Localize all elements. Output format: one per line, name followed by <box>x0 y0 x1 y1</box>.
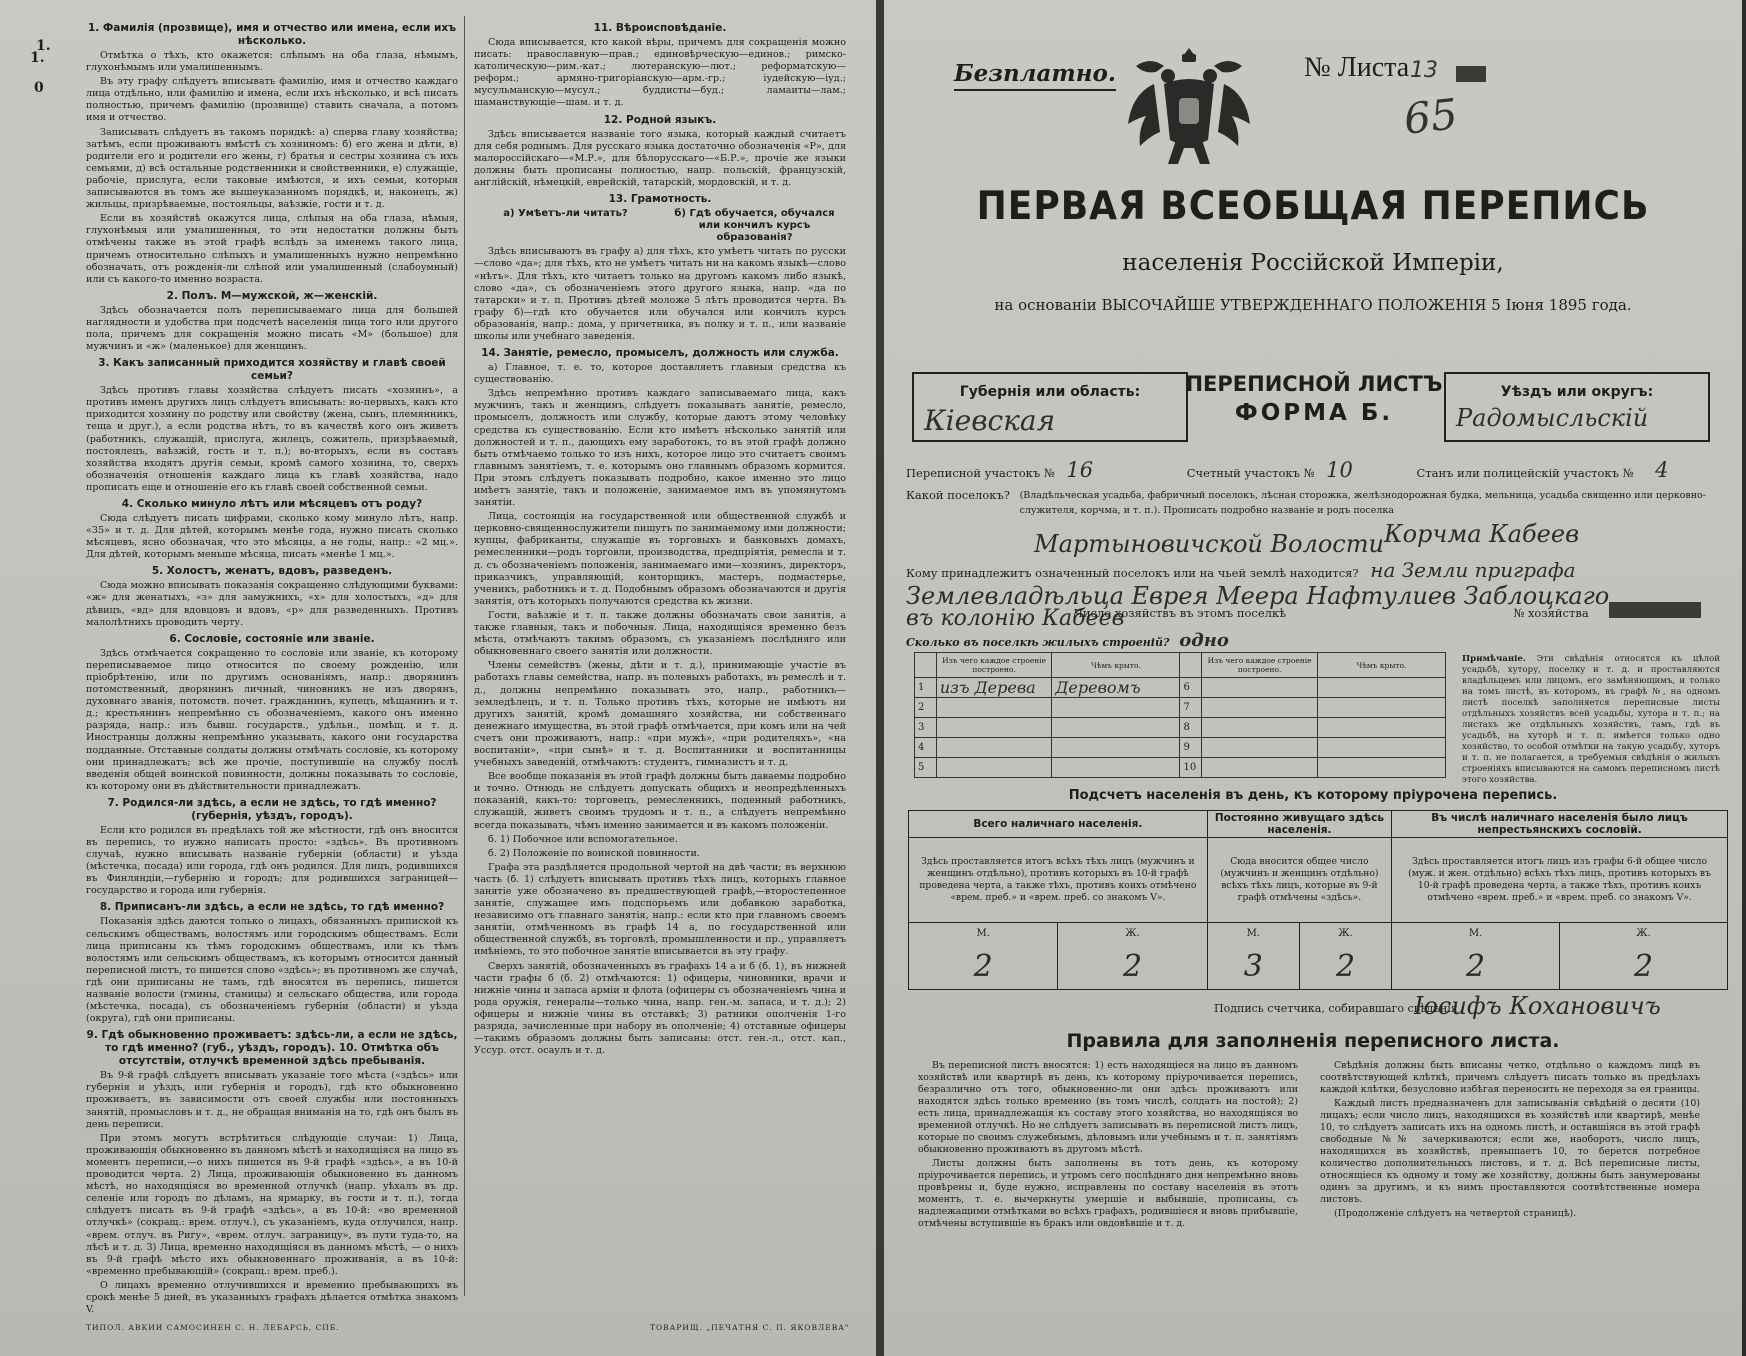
instruction-paragraph: Здѣсь вписывается названіе того языка, который каждый считаетъ для себя роднымъ. Для русскаго языка достаточно обозначенія «Р», для малороссійскаго—«М.Р.», для бѣлорусскаго—«Б.Р.», прочіе же языки должны быть прописаны полностью, напр. польскій, французскій, англійскій, нѣмецкій, еврейскій, татарскій, мордовскій, и т. д. <box>474 128 846 188</box>
building-material-cell[interactable] <box>936 758 1052 778</box>
table-row <box>915 758 1446 778</box>
building-material-cell[interactable] <box>1202 738 1318 758</box>
section-heading: 3. Какъ записанный приходится хозяйству и главѣ своей семьи? <box>98 357 446 383</box>
buildings-table <box>914 652 1446 778</box>
margin-mark: 0 <box>34 80 44 96</box>
instruction-paragraph: Если кто родился въ предѣлахъ той же мѣстности, гдѣ онъ вносится въ перепись, то нужно написать просто: «здѣсь». Въ противномъ случаѣ, нужно вписывать названіе губерніи (области) и уѣзда (мѣстечка, посада) или города, гдѣ онъ родился. Для лицъ, родившихся въ Финляндіи,—губернію и городъ; для родившихся заграницей—государство и города или губернія. <box>86 824 458 897</box>
instruction-paragraph: При этомъ могутъ встрѣтиться слѣдующіе случаи: 1) Лица, проживающія обыкновенно въ данномъ мѣстѣ и находящіяся на лицо въ моментъ переписи,—о нихъ пишется въ 9-й графѣ «здѣсь», а въ 10-й проводится черта. 2) Лица, проживающія обыкновенно въ данномъ мѣстѣ, но находящіяся во временной отлучкѣ (напр. уѣхалъ въ др. селеніе или городъ по дѣламъ, на ярмарку, въ гости и т. п.), тогда слѣдуетъ писать въ 9-й графѣ «здѣсь», а въ 10-й: «во временной отлучкѣ» (сокращ.: врем. отлуч.), съ указаніемъ, куда отлучился, напр. «врем. отлуч. въ Ригу», «врем. отлуч. заграницу», въ пути туда-то, на лѣсѣ и т. д. 3) Лица, временно находящіяся въ данномъ мѣстѣ, — о нихъ въ 9-й графѣ мѣсто ихъ обыкновеннаго проживанія, а въ 10-й: «временно пребывающій» (сокращ.: врем. преб.). <box>86 1132 458 1277</box>
column-description: Здѣсь проставляется итогъ всѣхъ тѣхъ лицъ (мужчинъ и женщинъ отдѣльно), противъ которыхъ въ 10-й графѣ проведена черта, а также тѣхъ, противъ коихъ отмѣчено «врем. преб.» и «врем. преб. со знакомъ V». <box>909 838 1208 923</box>
roof-material-cell[interactable] <box>1052 758 1180 778</box>
male-label: М. <box>1207 923 1299 944</box>
household-number-overpaint <box>1609 602 1701 618</box>
row-number: 6 <box>1180 678 1202 698</box>
roof-material-cell[interactable] <box>1317 738 1445 758</box>
building-material-cell[interactable] <box>1202 718 1318 738</box>
table-header: Всего наличнаго населенія. <box>909 811 1208 838</box>
free-label: Безплатно. <box>954 60 1116 87</box>
roof-material-cell[interactable]: Деревомъ <box>1052 678 1180 698</box>
nonpeasant-female-value[interactable]: 2 <box>1560 943 1728 990</box>
note-block <box>1462 654 1720 786</box>
rules-column-1 <box>918 1060 1298 1232</box>
row-number: 5 <box>915 758 937 778</box>
table-row <box>915 718 1446 738</box>
households-line <box>1074 606 1589 620</box>
roof-material-cell[interactable] <box>1317 678 1445 698</box>
table-header: Изъ чего каждое строеніе построено. <box>1202 653 1318 678</box>
instruction-paragraph: Если въ хозяйствѣ окажутся лица, слѣпыя на оба глаза, нѣмыя, глухонѣмыя или умалишенныя, то эти недостатки должны быть отмѣчены также въ этой графѣ вслѣдъ за именемъ такого лица, причемъ относительно слѣпыхъ и умалишенныхъ нужно непремѣнно обозначать, отъ рожденія-ли слѣпой или умалишенный (слабоумный) или съ какого-то именно возраста. <box>86 213 458 285</box>
female-label: Ж. <box>1058 923 1207 944</box>
section-heading: 4. Сколько минуло лѣтъ или мѣсяцевъ отъ роду? <box>121 498 423 510</box>
margin-strip <box>0 0 70 1356</box>
double-headed-eagle-icon <box>1124 40 1254 180</box>
instructions-column-2 <box>474 18 846 1059</box>
table-row <box>915 738 1446 758</box>
male-label: М. <box>909 923 1058 944</box>
instruction-paragraph: Здѣсь вписываютъ въ графу а) для тѣхъ, кто умѣетъ читать по русски—слово «да»; для тѣхъ, кто не умѣетъ читать ни на какомъ языкѣ—слово «нѣтъ». Для тѣхъ, кто читаетъ только на другомъ какомъ либо языкѣ, слово «да», съ обозначеніемъ этого другого языка, напр. «да по татарски» и т. п. Противъ дѣтей моложе 5 лѣтъ проводится черта. Въ графу б)—гдѣ кто обучается или обучался или кончилъ курсъ образованія, напр.: дома, у причетника, въ полку и т. п., или названіе школы или учебнаго заведенія. <box>474 246 846 342</box>
instruction-paragraph: Здѣсь обозначается полъ переписываемаго лица для большей наглядности и удобства при подсчетѣ населенія лица того или другого пола, причемъ для сокращенія можно писать «М» (большое) для мужчинъ и «ж» (маленькое) для женщинъ. <box>86 304 458 353</box>
note-label: Примѣчаніе. <box>1462 654 1526 664</box>
building-material-cell[interactable] <box>1202 758 1318 778</box>
sheet-number-value: 13 <box>1410 58 1438 83</box>
section-heading: 8. Приписанъ-ли здѣсь, а если не здѣсь, то гдѣ именно? <box>99 901 445 914</box>
building-material-cell[interactable]: изъ Дерева <box>936 678 1052 698</box>
male-label: М. <box>1392 923 1560 944</box>
owner-value[interactable]: на Земли приграфа <box>1370 558 1576 582</box>
instruction-paragraph: О лицахъ временно отлучившихся и временно пребывающихъ въ срокѣ менѣе 5 дней, въ указанныхъ графахъ дѣлается отмѣтка знакомъ V. <box>86 1279 458 1316</box>
row-number: 10 <box>1180 758 1202 778</box>
settlement-line <box>906 488 1740 518</box>
row-number: 4 <box>915 738 937 758</box>
table-header: Чѣмъ крыто. <box>1317 653 1445 678</box>
instruction-paragraph: Сюда слѣдуетъ писать цифрами, сколько кому минуло лѣтъ, напр. «35» и т. д. Для дѣтей, которымъ менѣе года, нужно писать сколько мѣсяцевъ, ясно обозначая, что это мѣсяцы, а не годы, напр.: «2 мц.». Для дѣтей, которымъ меньше мѣсяца, писать «менѣе 1 мц.». <box>86 513 458 561</box>
instruction-paragraph: Гости, ваѣзжіе и т. п. также должны обозначать свои занятія, а также главныя, такъ и побочныя. Лица, находящіяся временно безъ мѣста, отмѣчаютъ такимъ образомъ, съ указаніемъ послѣдняго или обыкновеннаго своего занятія или должности. <box>474 609 846 658</box>
instruction-paragraph: Члены семействъ (жены, дѣти и т. д.), принимающіе участіе въ работахъ главы семейства, напр. въ полевыхъ работахъ, въ ремеслѣ и т. д., должны непремѣнно показывать это, напр., работникъ—земледѣлецъ, и т. п. Только противъ тѣхъ, которые не имѣютъ ни другихъ занятій, кромѣ домашняго хозяйства, ни собственнаго денежнаго имущества, въ этой графѣ отмѣчается, при комъ или на чей счетъ они проживаютъ, напр.: «при мужѣ», «при родителяхъ», «на воспитаніи», «при сынѣ» и т. д. Воспитанники и воспитанницы учебныхъ заведеній, отмѣчаютъ: студентъ, гимназистъ и т. д. <box>474 660 846 769</box>
table-row <box>915 698 1446 718</box>
section-heading: 11. Вѣроисповѣданіе. <box>593 22 727 34</box>
note-text: Эти свѣдѣнія относятся къ цѣлой усадьбѣ, хутору, поселку и т. д. и проставляются владѣльцемъ или лицомъ, его замѣняющимъ, и только на томъ листѣ, въ которомъ, въ графѣ №, на одномъ листѣ поселкѣ заполняется переписные листы отдѣльныхъ хозяйствъ всей усадьбы, хутора и т. п.; на листахъ же отдѣльныхъ хозяйствъ, тамъ, гдѣ въ усадьбѣ, на хуторѣ и т. п. имѣется только одно хозяйство, то особой отмѣтки на такую усадьбу, хуторъ и т. п. не полагается, а требуемыя свѣдѣнія о жилыхъ строеніяхъ вписываются на самомъ переписномъ листѣ этого хозяйства. <box>1462 654 1720 785</box>
signature-label: Подпись счетчика, собиравшаго свѣдѣнія <box>1214 1002 1458 1015</box>
form-title-line-2: ФОРМА Б. <box>1234 400 1394 426</box>
section-heading: 2. Полъ. М—мужской, ж—женскій. <box>166 289 378 302</box>
row-number: 8 <box>1180 718 1202 738</box>
roof-material-cell[interactable] <box>1317 718 1445 738</box>
gubernia-field[interactable] <box>912 372 1188 442</box>
roof-material-cell[interactable] <box>1317 758 1445 778</box>
instruction-paragraph: а) Главное, т. е. то, которое доставляетъ главныя средства къ существованію. <box>474 362 846 386</box>
column-divider <box>464 16 465 1296</box>
police-district-label: Станъ или полицейскій участокъ № <box>1416 466 1634 480</box>
legal-basis: на основаніи ВЫСОЧАЙШЕ УТВЕРЖДЕННАГО ПОЛОЖЕНІЯ 5 Іюня 1895 года. <box>994 296 1632 314</box>
owner-value-continued[interactable]: Землевладѣльца Еврея Меера Нафтулиев Заблоцкаго <box>906 582 1610 610</box>
sheet-number-label: № Листа <box>1304 52 1410 83</box>
row-number: 7 <box>1180 698 1202 718</box>
sub-question: а) Умѣетъ-ли читать? <box>503 208 628 220</box>
total-female-value[interactable]: 2 <box>1058 943 1207 990</box>
roof-material-cell[interactable] <box>1052 718 1180 738</box>
instruction-paragraph: б. 2) Положеніе по воинской повинности. <box>488 847 700 859</box>
section-heading: 9. Гдѣ обыкновенно проживаетъ: здѣсь-ли, а если не здѣсь, то гдѣ именно? (губ., уѣздъ, городъ). 10. Отмѣтка объ отсутствіи, отлучкѣ временной здѣсь пребыванія. <box>86 1029 458 1068</box>
census-district-value[interactable]: 16 <box>1066 458 1094 482</box>
row-number: 3 <box>915 718 937 738</box>
margin-mark: 1. <box>36 38 51 54</box>
rule-paragraph: (Продолженіе слѣдуетъ на четвертой страницѣ). <box>1334 1208 1577 1219</box>
page-title: ПЕРВАЯ ВСЕОБЩАЯ ПЕРЕПИСЬ <box>976 184 1650 229</box>
instruction-paragraph: Сверхъ занятій, обозначенныхъ въ графахъ 14 а и б (б. 1), въ нижней части графы б (б. 2) отмѣчаются: 1) офицеры, чиновники, врачи и нижніе чины и запаса арміи и флота (офицеры съ обозначеніемъ чина и рода оружія, генералы—только чина, напр. ген.-м. запаса, и т. д.); 2) офицеры и нижніе чины въ отставкѣ; 3) ратники ополченія 1-го разряда, зачисленные при набору въ ополченіе; 4) отставные офицеры—такимъ образомъ должны быть записаны: отст. ген.-л., отст. кап., Уссур. отст. осаулъ и т. д. <box>474 960 846 1057</box>
row-number: 2 <box>915 698 937 718</box>
instruction-paragraph: Все вообще показанія въ этой графѣ должны быть даваемы подробно и точно. Отнюдь не слѣдуетъ допускать общихъ и неопредѣленныхъ показаній, какъ-то: торговецъ, ремесленникъ, поденный работникъ, служащій, живетъ своимъ трудомъ и т. п., а слѣдуетъ непремѣнно всегда показывать, чѣмъ именно занимается и въ какомъ положеніи. <box>474 771 846 831</box>
census-form-page <box>884 0 1742 1356</box>
rules-title: Правила для заполненія переписного листа. <box>1066 1030 1560 1052</box>
table-header: Въ числѣ наличнаго населенія было лицъ непрестьянскихъ сословій. <box>1392 811 1728 838</box>
uezd-label: Уѣздъ или округъ: <box>1500 384 1654 400</box>
instruction-paragraph: Сюда можно вписывать показанія сокращенно слѣдующими буквами: «ж» для женатыхъ, «з» для замужнихъ, «х» для холостыхъ, «д» для дѣвицъ, «вд» для вдовцовъ и вдовъ, «р» для разведенныхъ. Противъ малолѣтнихъ проводить черту. <box>86 580 458 628</box>
sub-question: б) Гдѣ обучается, обучался или кончилъ курсъ образованія? <box>674 208 835 244</box>
page-subtitle: населенія Россійской Имперіи, <box>1122 250 1504 276</box>
settlement-label: Какой поселокъ? <box>906 488 1010 502</box>
form-title <box>1184 372 1444 426</box>
rule-paragraph: Въ переписной листъ вносятся: 1) есть находящіеся на лицо въ данномъ хозяйствѣ или квартирѣ въ день, къ которому пріурочивается перепись, безразлично отъ того, обыкновенно-ли они здѣсь проживаютъ или находятся здѣсь только временно (въ томъ числѣ, солдатъ на постой); 2) есть лица, принадлежащія къ составу этого хозяйства, но находящіяся во временной отлучкѣ. Но не слѣдуетъ записывать въ переписной листъ лицъ, которые по своимъ служебнымъ, дѣловымъ или учебнымъ и т. п. занятіямъ обыкновенно проживаютъ въ другомъ мѣстѣ. <box>918 1060 1298 1155</box>
rule-paragraph: Листы должны быть заполнены въ тотъ день, къ которому пріурочивается перепись, и утромъ сего послѣдняго дня непремѣнно вновь провѣрены и, буде нужно, исправлены по составу населенія въ этотъ моментъ, т. е. вычеркнуты умершіе и выбывшіе, прописаны, съ надлежащими отмѣтками во всѣхъ графахъ, родившіеся и вновь прибывшіе, отмѣчены вступившіе въ бракъ или овдовѣвшіе и т. д. <box>918 1158 1298 1229</box>
building-material-cell[interactable] <box>936 698 1052 718</box>
building-material-cell[interactable] <box>936 718 1052 738</box>
household-number-label: № хозяйства <box>1513 606 1589 620</box>
building-material-cell[interactable] <box>936 738 1052 758</box>
owner-label: Кому принадлежитъ означенный поселокъ или на чьей землѣ находится? <box>906 566 1359 580</box>
printer-imprint: ТИПОЛ. АВКИИ САМОСИНЕН С. Н. ЛЕБАРСЬ, СПБ. <box>86 1323 340 1332</box>
district-line <box>906 458 1669 482</box>
row-number: 9 <box>1180 738 1202 758</box>
owner-line <box>906 558 1576 582</box>
instruction-paragraph: Сюда вписывается, кто какой вѣры, причемъ для сокращенія можно писать: православную—прав.; единовѣрческую—единов.; римско-католическую—рим.-кат.; лютеранскую—лют.; реформатскую—реформ.; армяно-григоріанскую—арм.-гр.; іудейскую—іуд.; мусульманскую—мусул.; буддисты—буд.; ламаиты—лам.; шаманствующіе—шам. и т. д. <box>474 37 846 109</box>
instruction-paragraph: Показанія здѣсь даются только о лицахъ, обязанныхъ припиской къ сельскимъ обществамъ, волостямъ или городскимъ обществамъ. Если лица приписаны къ тѣмъ городскимъ обществамъ, или къ тѣмъ волостямъ или сельскимъ обществамъ, къ которымъ относится данный переписной листъ, то пишется слово «здѣсь»; въ противномъ же случаѣ, гдѣ они приписаны не тамъ, гдѣ вносятся въ перепись, пишется названіе волости (гмины, станицы) и сельскаго общества, или города (мѣстечка, посада), съ обозначеніемъ губерніи (области) и уѣзда (округа), гдѣ они приписаны. <box>86 916 458 1025</box>
count-district-value[interactable]: 10 <box>1326 458 1353 482</box>
volost-value[interactable]: Мартыновичской Волости <box>1034 530 1384 558</box>
settlement-note: (Владѣльческая усадьба, фабричный поселокъ, лѣсная сторожка, желѣзнодорожная будка, мельница, усадьба священно или церковно-служителя, корчма, и т. п.). Прописать подробно названіе и родъ поселка <box>1019 490 1706 516</box>
column-description: Здѣсь проставляется итогъ лицъ изъ графы 6-й общее число (муж. и жен. отдѣльно) всѣхъ тѣхъ лицъ, противъ которыхъ въ 10-й графѣ проведена черта, а также тѣхъ, противъ коихъ отмѣчено «врем. преб.» и «врем. преб. со знакомъ V». <box>1392 838 1728 923</box>
printer-imprint: ТОВАРИЩ. „ПЕЧАТНЯ С. П. ЯКОВЛЕВА" <box>650 1323 850 1332</box>
building-material-cell[interactable] <box>1202 678 1318 698</box>
police-district-value[interactable]: 4 <box>1655 458 1669 482</box>
table-header <box>915 653 937 678</box>
uezd-value: Радомысльскій <box>1456 404 1649 432</box>
instruction-paragraph: Графа эта раздѣляется продольной чертой на двѣ части; въ верхнюю часть (б. 1) слѣдуетъ вписывать противъ тѣхъ лицъ, которыхъ главное занятіе уже обозначено въ предшествующей графѣ,—второстепенное занятіе, служащее имъ подспорьемъ или добавкою заработка, независимо отъ главнаго занятія, напр.: если кто при главномъ своемъ занятіи, отмѣченномъ въ графѣ 14 а, по государственной или общественной службѣ, въ торговлѣ, промышленности и пр., управляетъ имѣніемъ, то это побочное занятіе вписывается въ эту графу. <box>474 861 846 958</box>
owner-value-continued[interactable]: въ колонію Кабеев <box>906 606 1125 631</box>
section-heading: 6. Сословіе, состояніе или званіе. <box>169 632 375 645</box>
margin-mark: 1. <box>30 50 45 66</box>
sheet-number-ink: 65 <box>1401 89 1460 144</box>
population-table <box>908 810 1728 990</box>
rules-column-2 <box>1320 1060 1700 1222</box>
instructions-column-1 <box>86 18 458 1318</box>
table-header: Постоянно живущаго здѣсь населенія. <box>1207 811 1391 838</box>
instruction-paragraph: Въ 9-й графѣ слѣдуетъ вписывать указаніе того мѣста («здѣсь» или губернія и уѣздъ, или губернія и городъ), гдѣ кто обыкновенно проживаетъ, въ зависимости отъ своей службы или постоянныхъ занятій, промысловъ и т. д., не обращая вниманія на то, гдѣ онъ былъ въ день переписи. <box>86 1070 458 1130</box>
instruction-paragraph: Записывать слѣдуетъ въ такомъ порядкѣ: а) сперва главу хозяйства; затѣмъ, если проживаютъ вмѣстѣ съ хозяиномъ: б) его жена и дѣти, в) родители его и родители его жены, г) братья и сестры хозяина съ ихъ семьями, д) всѣ остальные родственники и свойственники, е) служащіе, рабочіе, прислуга, если таковые имѣются, и ихъ семьи, которыя записываются въ томъ же вышеуказанномъ порядкѣ, и, наконецъ, ж) жильцы, призрѣваемые, постояльцы, ваѣзжіе, гости и т. д. <box>86 126 458 211</box>
roof-material-cell[interactable] <box>1052 738 1180 758</box>
table-row <box>915 678 1446 698</box>
resident-male-value[interactable]: 3 <box>1207 943 1299 990</box>
gubernia-value: Кіевская <box>924 404 1056 437</box>
sheet-number-overpaint <box>1456 66 1486 82</box>
resident-female-value[interactable]: 2 <box>1299 943 1391 990</box>
roof-material-cell[interactable] <box>1052 698 1180 718</box>
roof-material-cell[interactable] <box>1317 698 1445 718</box>
instruction-paragraph: Отмѣтка о тѣхъ, кто окажется: слѣпымъ на оба глаза, нѣмымъ, глухонѣмымъ или умалишеннымъ. <box>86 50 458 74</box>
count-district-label: Счетный участокъ № <box>1186 466 1315 480</box>
section-heading: 7. Родился-ли здѣсь, а если не здѣсь, то гдѣ именно? (губернія, уѣздъ, городъ). <box>107 796 437 822</box>
section-heading: 1. Фамилія (прозвище), имя и отчество или имена, если ихъ нѣсколько. <box>87 22 457 47</box>
instruction-paragraph: Здѣсь отмѣчается сокращенно то сословіе или званіе, къ которому переписываемое лицо относится по своему рожденію, или пріобрѣтенію, или по другимъ основаніямъ, напр.: дворянинъ потомственный, дворянинъ личный, чиновникъ не изъ дворянъ, духовнаго званія, потомств. почет. гражданинъ, купецъ, мѣщанинъ и т. д.; крестьянинъ непремѣнно съ обозначеніемъ, какого онъ именно разряда, напр.: изъ бывш. государств., удѣльн., помѣщ. и т. д. Иностранцы должны непремѣнно указывать, какого они государства подданные. Отставные солдаты должны отмѣчать сословіе, къ которому они принадлежатъ; всѣ же прочіе, поступившіе на службу послѣ введенія общей воинской повинности, должны показывать то сословіе, къ которому они въ дѣйствительности принадлежатъ. <box>86 647 458 792</box>
section-heading: 13. Грамотность. <box>608 193 712 206</box>
total-male-value[interactable]: 2 <box>909 943 1058 990</box>
sub-questions <box>474 208 846 244</box>
buildings-value[interactable]: одно <box>1179 630 1229 651</box>
rule-paragraph: Свѣдѣнія должны быть вписаны четко, отдѣльно о каждомъ лицѣ въ соотвѣтствующей клѣткѣ, причемъ слѣдуетъ писать только въ предѣлахъ каждой клѣтки, безусловно избѣгая переносить не переходя за ея границы. <box>1320 1060 1700 1095</box>
table-header: Чѣмъ крыто. <box>1052 653 1180 678</box>
female-label: Ж. <box>1560 923 1728 944</box>
uezd-field[interactable] <box>1444 372 1710 442</box>
nonpeasant-male-value[interactable]: 2 <box>1392 943 1560 990</box>
building-material-cell[interactable] <box>1202 698 1318 718</box>
instruction-paragraph: Лица, состоящія на государственной или общественной службѣ и церковно-священнослужители пишутъ по занимаемому ими должности; купцы, фабриканты, служащіе въ торговыхъ и банковыхъ домахъ, ремесленники—родъ торговли, производства, предпріятія, ремесла и т. д. съ обозначеніемъ положенія, занимаемаго ими—хозяинъ, директоръ, приказчикъ, управляющій, конторщикъ, мастеръ, подмастерье, ученикъ, работникъ и т. д. Подобнымъ образомъ обозначаются и другія занятія, отъ которыхъ получаются средства къ жизни. <box>474 511 846 607</box>
households-label: Число хозяйствъ въ этомъ поселкѣ <box>1074 606 1287 620</box>
instruction-paragraph: б. 1) Побочное или вспомогательное. <box>488 833 678 845</box>
buildings-line <box>906 630 1229 651</box>
gubernia-label: Губернія или область: <box>959 384 1141 400</box>
column-description: Сюда вносится общее число (мужчинъ и женщинъ отдѣльно) всѣхъ тѣхъ лицъ, которые въ 9-й графѣ отмѣчены «здѣсь». <box>1207 838 1391 923</box>
instruction-paragraph: Здѣсь противъ главы хозяйства слѣдуетъ писать «хозяинъ», а противъ именъ другихъ лицъ слѣдуетъ вписывать: во-первыхъ, какъ кто приходится хозяину по родству или свойству (жена, сынъ, племянникъ, теща и друг.), а если родства нѣтъ, то въ качествѣ кого онъ живетъ (работникъ, служащій, прислуга, жилецъ, сожитель, призрѣваемый, постоялецъ, ваѣзжій, гость и т. п.); во-вторыхъ, если въ составъ хозяйства входятъ другія семьи, кромѣ самого хозяина, то, сверхъ обозначенія отношенія каждаго лица къ главѣ хозяйства, надо прописать еще и отношеніе его къ главѣ своей собственной семьи. <box>86 385 458 493</box>
table-header <box>1180 653 1202 678</box>
section-heading: 5. Холостъ, женатъ, вдовъ, разведенъ. <box>151 565 393 578</box>
signature-value[interactable]: Іосифъ Кохановичъ <box>1414 992 1661 1020</box>
female-label: Ж. <box>1299 923 1391 944</box>
instruction-paragraph: Въ эту графу слѣдуетъ вписывать фамилію, имя и отчество каждаго лица отдѣльно, или фамилію и имена, если ихъ нѣсколько, и всѣ писать полностью, причемъ фамилію (прозвище) ставить сначала, а потомъ имя и отчество. <box>86 76 458 124</box>
settlement-value[interactable]: Корчма Кабеев <box>1384 520 1580 548</box>
instruction-paragraph: Здѣсь непремѣнно противъ каждаго записываемаго лица, какъ мужчинъ, такъ и женщинъ, слѣдуетъ показывать занятіе, ремесло, промыселъ, должность или службу, которые даютъ этому человѣку средства къ существованію. Если кто имѣетъ нѣсколько занятій или должностей и т. п., дающихъ ему заработокъ, то въ этой графѣ должно быть отмѣчаемо только то изъ нихъ, которое лицо это считаетъ своимъ главнымъ занятіемъ, т. е. которымъ оно главнымъ образомъ кормится. При этомъ слѣдуетъ показывать подробно, какое именно это лицо имѣетъ занятіе, такъ и положеніе, занимаемое имъ въ упомянутомъ занятіи. <box>474 388 846 509</box>
table-header: Изъ чего каждое строеніе построено. <box>936 653 1052 678</box>
form-title-line-1: ПЕРЕПИСНОЙ ЛИСТЪ <box>1185 372 1443 396</box>
buildings-label: Сколько въ поселкѣ жилыхъ строеній? <box>906 636 1170 649</box>
section-heading: 12. Родной языкъ. <box>603 113 717 126</box>
population-count-title: Подсчетъ населенія въ день, къ которому пріурочена перепись. <box>1068 788 1558 803</box>
section-heading: 14. Занятіе, ремесло, промыселъ, должность или служба. <box>481 347 839 360</box>
census-district-label: Переписной участокъ № <box>906 466 1055 480</box>
rule-paragraph: Каждый листъ предназначенъ для записыванія свѣдѣній о десяти (10) лицахъ; если число лицъ, находящихся въ хозяйствѣ или квартирѣ, менѣе 10, то слѣдуетъ записать ихъ на одномъ листѣ, и оставшіяся въ этой графѣ свободные №№ зачеркиваются; если же, наоборотъ, число лицъ, находящихся въ хозяйствѣ, превышаетъ 10, то берется потребное количество дополнительныхъ листовъ, и т. д. Всѣ переписные листы, относящіеся къ одному и тому же хозяйству, должны быть занумерованы одинъ за другимъ, и къ нимъ проставляются соотвѣтственные номера листовъ. <box>1320 1098 1700 1205</box>
row-number: 1 <box>915 678 937 698</box>
